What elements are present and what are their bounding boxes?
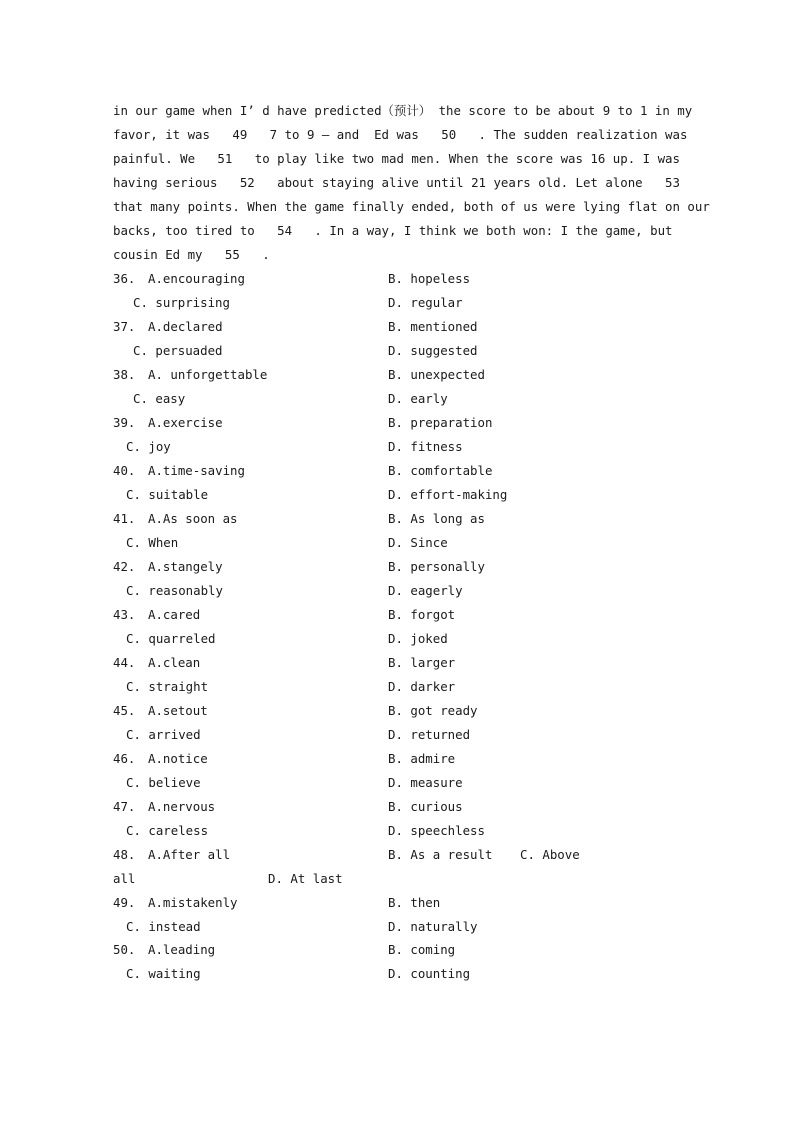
option-b: B. personally	[388, 559, 485, 574]
question-row-46	[113, 747, 683, 771]
option-a: A.clean	[148, 655, 201, 670]
option-a: A.nervous	[148, 799, 216, 814]
cloze-passage	[113, 99, 710, 267]
question-row-38	[113, 363, 683, 387]
option-c: C. easy	[133, 391, 186, 406]
question-number: 45.	[113, 703, 136, 718]
option-c: C. surprising	[133, 295, 230, 310]
option-c-continued: all	[113, 871, 136, 886]
exam-page	[113, 99, 710, 985]
option-a: A.setout	[148, 703, 208, 718]
option-d: D. Since	[388, 535, 448, 550]
question-row-39	[113, 411, 683, 435]
option-b: B. mentioned	[388, 319, 478, 334]
question-row-37	[113, 315, 683, 339]
option-b: B. forgot	[388, 607, 456, 622]
question-number: 40.	[113, 463, 136, 478]
option-a: A.time-saving	[148, 463, 245, 478]
question-row-43	[113, 603, 683, 627]
option-b: B. preparation	[388, 415, 493, 430]
question-row-47-cd	[113, 819, 683, 843]
option-c: C. persuaded	[133, 343, 223, 358]
question-row-48-cont	[113, 867, 683, 891]
option-a: A.mistakenly	[148, 895, 238, 910]
passage-line: that many points. When the game finally ended, both of us were lying flat on our	[113, 199, 710, 214]
option-d: D. eagerly	[388, 583, 463, 598]
option-a: A.cared	[148, 607, 201, 622]
question-row-48	[113, 843, 683, 867]
option-a: A.leading	[148, 942, 216, 957]
question-row-41-cd	[113, 531, 683, 555]
question-number: 46.	[113, 751, 136, 766]
passage-line: favor, it was 49 7 to 9 — and Ed was 50 . The sudden realization was	[113, 127, 688, 142]
option-b: B. then	[388, 895, 441, 910]
option-c: C. reasonably	[126, 583, 223, 598]
option-a: A.stangely	[148, 559, 223, 574]
question-row-49-cd	[113, 915, 683, 939]
option-d: D. measure	[388, 775, 463, 790]
option-d: D. joked	[388, 631, 448, 646]
passage-line: in our game when I’ d have predicted（预计） the score to be about 9 to 1 in my	[113, 103, 693, 118]
question-row-42	[113, 555, 683, 579]
question-number: 41.	[113, 511, 136, 526]
option-d: D. counting	[388, 965, 471, 981]
question-number: 37.	[113, 319, 136, 334]
question-row-37-cd	[113, 339, 683, 363]
question-row-41	[113, 507, 683, 531]
question-row-44-cd	[113, 675, 683, 699]
option-c: C. Above	[520, 847, 580, 862]
question-row-49	[113, 891, 683, 915]
option-d: D. fitness	[388, 439, 463, 454]
option-d: D. darker	[388, 679, 456, 694]
option-a: A. unforgettable	[148, 367, 268, 382]
question-row-44	[113, 651, 683, 675]
question-number: 43.	[113, 607, 136, 622]
question-row-36-cd	[113, 291, 683, 315]
option-b: B. As a result	[388, 847, 493, 862]
option-d: D. effort-making	[388, 487, 508, 502]
option-c: C. arrived	[126, 727, 201, 742]
option-b: B. As long as	[388, 511, 485, 526]
option-c: C. joy	[126, 439, 171, 454]
question-row-36	[113, 267, 683, 291]
option-a: A.As soon as	[148, 511, 238, 526]
option-b: B. curious	[388, 799, 463, 814]
question-row-38-cd	[113, 387, 683, 411]
option-b: B. got ready	[388, 703, 478, 718]
question-number: 50.	[113, 942, 136, 957]
question-row-42-cd	[113, 579, 683, 603]
option-d: D. regular	[388, 295, 463, 310]
question-row-46-cd	[113, 771, 683, 795]
option-b: B. unexpected	[388, 367, 485, 382]
question-row-45	[113, 699, 683, 723]
option-d: D. speechless	[388, 823, 485, 838]
question-number: 48.	[113, 847, 136, 862]
passage-line: cousin Ed my 55 .	[113, 247, 270, 262]
question-number: 42.	[113, 559, 136, 574]
option-b: B. larger	[388, 655, 456, 670]
question-row-50-cd	[113, 962, 683, 986]
option-d: D. At last	[268, 871, 343, 886]
question-row-45-cd	[113, 723, 683, 747]
option-a: A.declared	[148, 319, 223, 334]
option-a: A.notice	[148, 751, 208, 766]
option-d: D. early	[388, 391, 448, 406]
question-number: 38.	[113, 367, 136, 382]
option-a: A.After all	[148, 847, 231, 862]
question-number: 47.	[113, 799, 136, 814]
passage-line: painful. We 51 to play like two mad men. When the score was 16 up. I was	[113, 151, 680, 166]
option-c: C. When	[126, 535, 179, 550]
question-number: 49.	[113, 895, 136, 910]
option-b: B. coming	[388, 942, 456, 957]
option-d: D. suggested	[388, 343, 478, 358]
option-c: C. suitable	[126, 487, 209, 502]
option-c: C. quarreled	[126, 631, 216, 646]
option-c: C. instead	[126, 918, 201, 934]
option-c: C. waiting	[126, 965, 201, 981]
question-list	[113, 267, 683, 985]
option-c: C. straight	[126, 679, 209, 694]
option-b: B. admire	[388, 751, 456, 766]
question-row-40-cd	[113, 483, 683, 507]
option-b: B. hopeless	[388, 271, 471, 286]
option-d: D. returned	[388, 727, 471, 742]
option-a: A.encouraging	[148, 271, 245, 286]
question-number: 36.	[113, 271, 136, 286]
question-row-43-cd	[113, 627, 683, 651]
question-row-50	[113, 938, 683, 962]
question-row-39-cd	[113, 435, 683, 459]
question-row-47	[113, 795, 683, 819]
option-a: A.exercise	[148, 415, 223, 430]
option-d: D. naturally	[388, 918, 478, 934]
option-b: B. comfortable	[388, 463, 493, 478]
option-c: C. believe	[126, 775, 201, 790]
question-number: 44.	[113, 655, 136, 670]
passage-line: backs, too tired to 54 . In a way, I think we both won: I the game, but	[113, 223, 673, 238]
passage-line: having serious 52 about staying alive until 21 years old. Let alone 53	[113, 175, 680, 190]
option-c: C. careless	[126, 823, 209, 838]
question-row-40	[113, 459, 683, 483]
question-number: 39.	[113, 415, 136, 430]
